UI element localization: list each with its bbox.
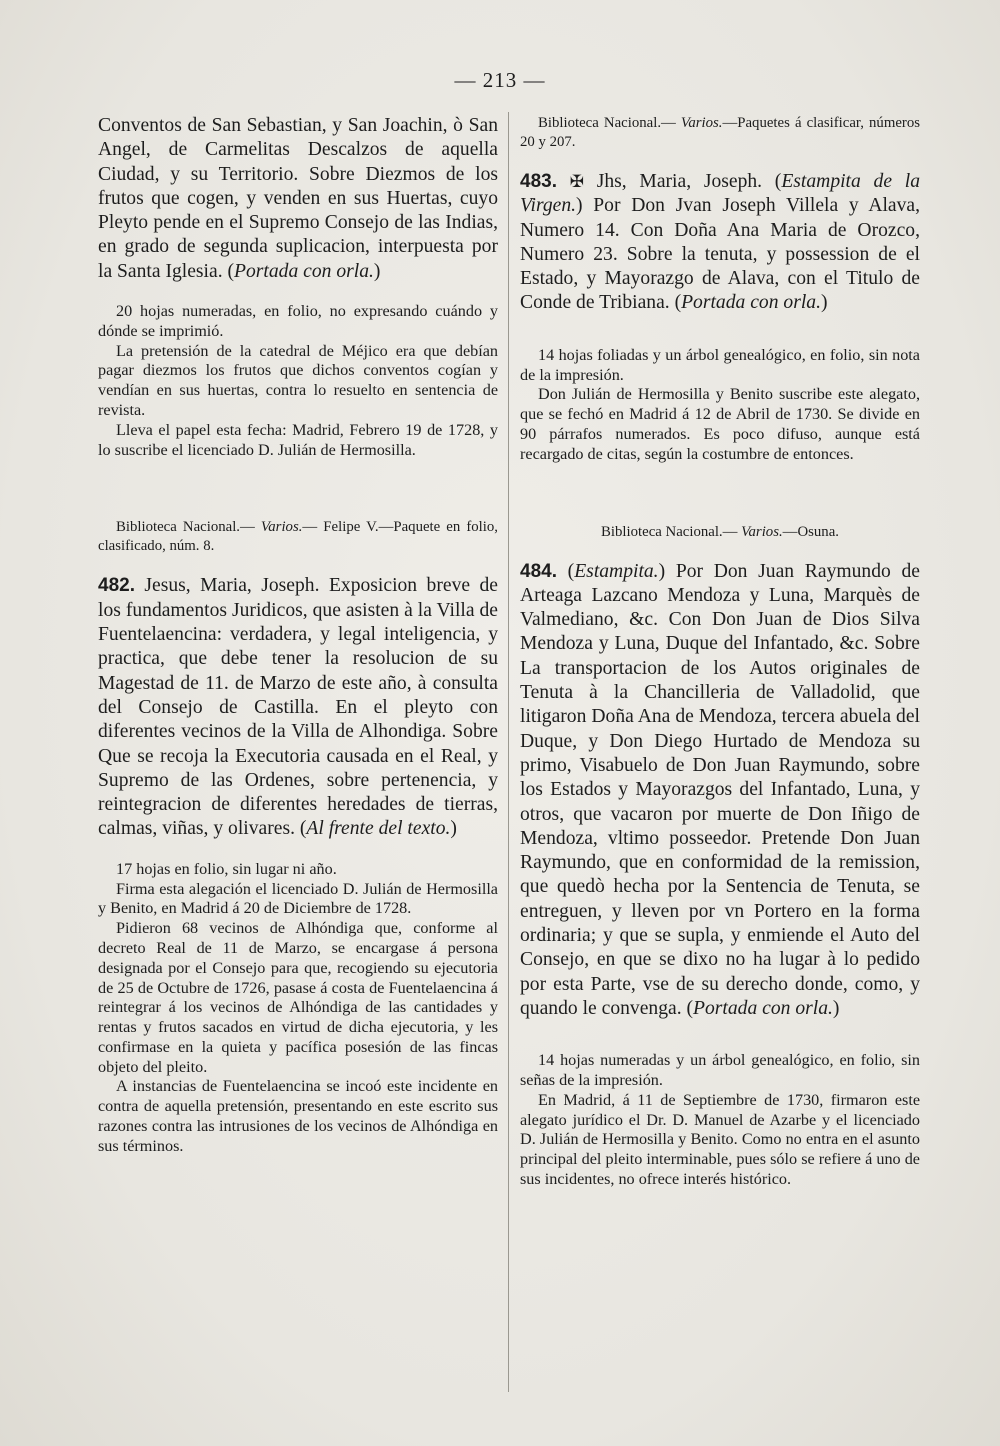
italic-text-run: Portada con orla. (693, 997, 833, 1019)
entry-481-note-date: Lleva el papel esta fecha: Madrid, Febrero 19 de 1728, y lo suscribe el licenciado D. Julián de Hermosilla. (98, 420, 498, 459)
entry-483-text (520, 171, 920, 313)
entry-484-number: 484. (520, 560, 557, 582)
entry-483-library-ref (520, 523, 920, 542)
entry-484-text (520, 561, 920, 1019)
text-run: — Felipe V.—Paquete en folio, clasificado, núm. 8. (98, 519, 498, 555)
entry-482-library-ref (520, 114, 920, 152)
text-run: ) (450, 818, 457, 840)
entry-483-title (520, 170, 920, 316)
entry-482-note-signature: Firma esta alegación el licenciado D. Julián de Hermosilla y Benito, en Madrid á 20 de Diciembre de 1728. (98, 879, 498, 918)
italic-text-run: Estampita. (574, 560, 659, 582)
right-column (520, 114, 920, 1190)
text-run: ) (832, 997, 840, 1019)
text-run: ( (556, 560, 575, 582)
italic-text-run: Portada con orla. (234, 260, 374, 282)
entry-482-note-pages: 17 hojas en folio, sin lugar ni año. (116, 859, 337, 878)
italic-text-run: Portada con orla. (681, 292, 821, 314)
page-number: — 213 — (454, 68, 546, 92)
cross-icon: ✠ (569, 172, 584, 191)
entry-482-note-incident: A instancias de Fuentelaencina se incoó este incidente en contra de aquella pretensión, presentando en este escrito sus razones contra las intrusiones de los vecinos de Alhóndiga en sus términos. (98, 1077, 498, 1155)
entry-483-note-pages: 14 hojas foliadas y un árbol genealógico, en folio, sin nota de la impresión. (520, 345, 920, 384)
entry-482-title (98, 574, 498, 841)
text-run: Biblioteca Nacional.— (538, 115, 681, 131)
entry-484-note-pages: 14 hojas numeradas y un árbol genealógico, en folio, sin señas de la impresión. (520, 1051, 920, 1089)
text-run: —Paquetes á clasificar, números 20 y 207. (520, 115, 920, 150)
text-run: Jesus, Maria, Joseph. Exposicion breve de los fundamentos Juridicos, que asisten à la Villa de Fuentelaencina: verdadera, y legal inteligencia, y practica, que debe tener la resolucion de su Magestad de 11. de Marzo de este año, à consulta del Consejo de Castilla. En el pleyto con diferentes vecinos de la Villa de Alhondiga. Sobre Que se recoja la Executoria causada en el Real, y Supremo de las Ordenes, sobre pertenencia, y reintegracion de diferentes heredades de tierras, calmas, viñas, y olivares. ( (98, 575, 498, 840)
text-run: ) (820, 292, 828, 314)
entry-484-title (520, 560, 920, 1022)
entry-483-number: 483. (520, 171, 557, 192)
italic-text-run: Varios. (260, 519, 303, 536)
italic-text-run: Estampita de la Virgen. (520, 171, 921, 217)
text-run: —Osuna. (782, 523, 839, 540)
text-run: ) (373, 260, 381, 282)
entry-483-note-signature: Don Julián de Hermosilla y Benito suscribe este alegato, que se fechó en Madrid á 12 de Abril de 1730. Se divide en 90 párrafos numerados. Es poco difuso, aunque está recargado de citas, según la costumbre de entonces. (520, 385, 920, 463)
italic-text-run: Al frente del texto. (306, 818, 451, 840)
entry-481-library-ref (98, 518, 498, 556)
entry-481-note-pages: 20 hojas numeradas, en folio, no expresando cuándo y dónde se imprimió. (98, 302, 498, 340)
entry-482-text (98, 575, 498, 839)
text-run: ) Por Don Juan Raymundo de Arteaga Lazcano Mendoza y Luna, Marquès de Valmediano, &c. Con Don Juan de Dios Silva Mendoza y Luna, Duque del Infantado, &c. Sobre La transportacion de los Autos originales de Tenuta à la Chancilleria de Valladolid, que litigaron Doña Ana de Mendoza, tercera abuela del Duque, y Don Diego Hurtado de Mendoza su primo, Visabuelo de Don Juan Raymundo, sobre los Estados y Mayorazgos del Infantado, Luna, y otros, que vacaron por muerte de Don Iñigo de Mendoza, vltimo posseedor. Pretende Don Juan Raymundo, que en conformidad de la remission, que quedò hecha por la Sentencia de Tenuta, se entreguen, y lleven por vn Portero en la forma ordinaria; y que se supla, y enmiende el Auto del Consejo, en que se dixo no ha lugar à lo pedido por esta Parte, vse de su derecho donde, como, y quando le convenga. ( (520, 560, 920, 1019)
left-column (98, 114, 498, 1157)
text-run: ) Por Don Jvan Joseph Villela y Alava, Numero 14. Con Doña Ana Maria de Orozco, Numero 23. Sobre la tenuta, y possession de el Estado, y Mayorazgo de Alava, con el Titulo de Conde de Tribiana. ( (520, 195, 920, 314)
entry-482-number: 482. (98, 575, 135, 597)
entry-481-note-claim: La pretensión de la catedral de Méjico era que debían pagar diezmos los frutos que dichos conventos cogían y vendían en sus huertas, contra lo resuelto en sentencia de revista. (98, 341, 498, 420)
text-run: Conventos de San Sebastian, y San Joachin, ò San Angel, de Carmelitas Descalzos de aquella Ciudad, y su Territorio. Sobre Diezmos de los frutos que cogen, y venden en sus Huertas, cuyo Pleyto pende en el Supremo Consejo de las Indias, en grado de segunda suplicacion, interpuesta por la Santa Iglesia. ( (98, 115, 498, 282)
text-run: Biblioteca Nacional.— (601, 523, 742, 540)
column-divider (508, 112, 509, 1392)
entry-482-note-request: Pidieron 68 vecinos de Alhóndiga que, conforme al decreto Real de 11 de Marzo, se encargase á persona designada por el Consejo para que, recogiendo su ejecutoria de 25 de Octubre de 1726, pasase á costa de Fuentelaencina á reintegrar á los vecinos de Alhóndiga de las cantidades y rentas y frutos sacados en virtud de dicha ejecutoria, y les confirmase en la quieta y pacífica posesión de las fincas objeto del pleito. (98, 919, 498, 1076)
italic-text-run: Varios. (741, 523, 783, 540)
text-run: Jhs, Maria, Joseph. ( (583, 171, 782, 192)
entry-481-title (98, 114, 498, 284)
text-run: Biblioteca Nacional.— (116, 519, 261, 536)
entry-484-note-signature: En Madrid, á 11 de Septiembre de 1730, firmaron este alegato jurídico el Dr. D. Manuel de Azarbe y el licenciado D. Julián de Hermosilla y Benito. Como no entra en el asunto principal del pleito interminable, pues sólo se refiere á uno de sus incidentes, no ofrece interés histórico. (520, 1090, 920, 1188)
italic-text-run: Varios. (680, 115, 723, 131)
